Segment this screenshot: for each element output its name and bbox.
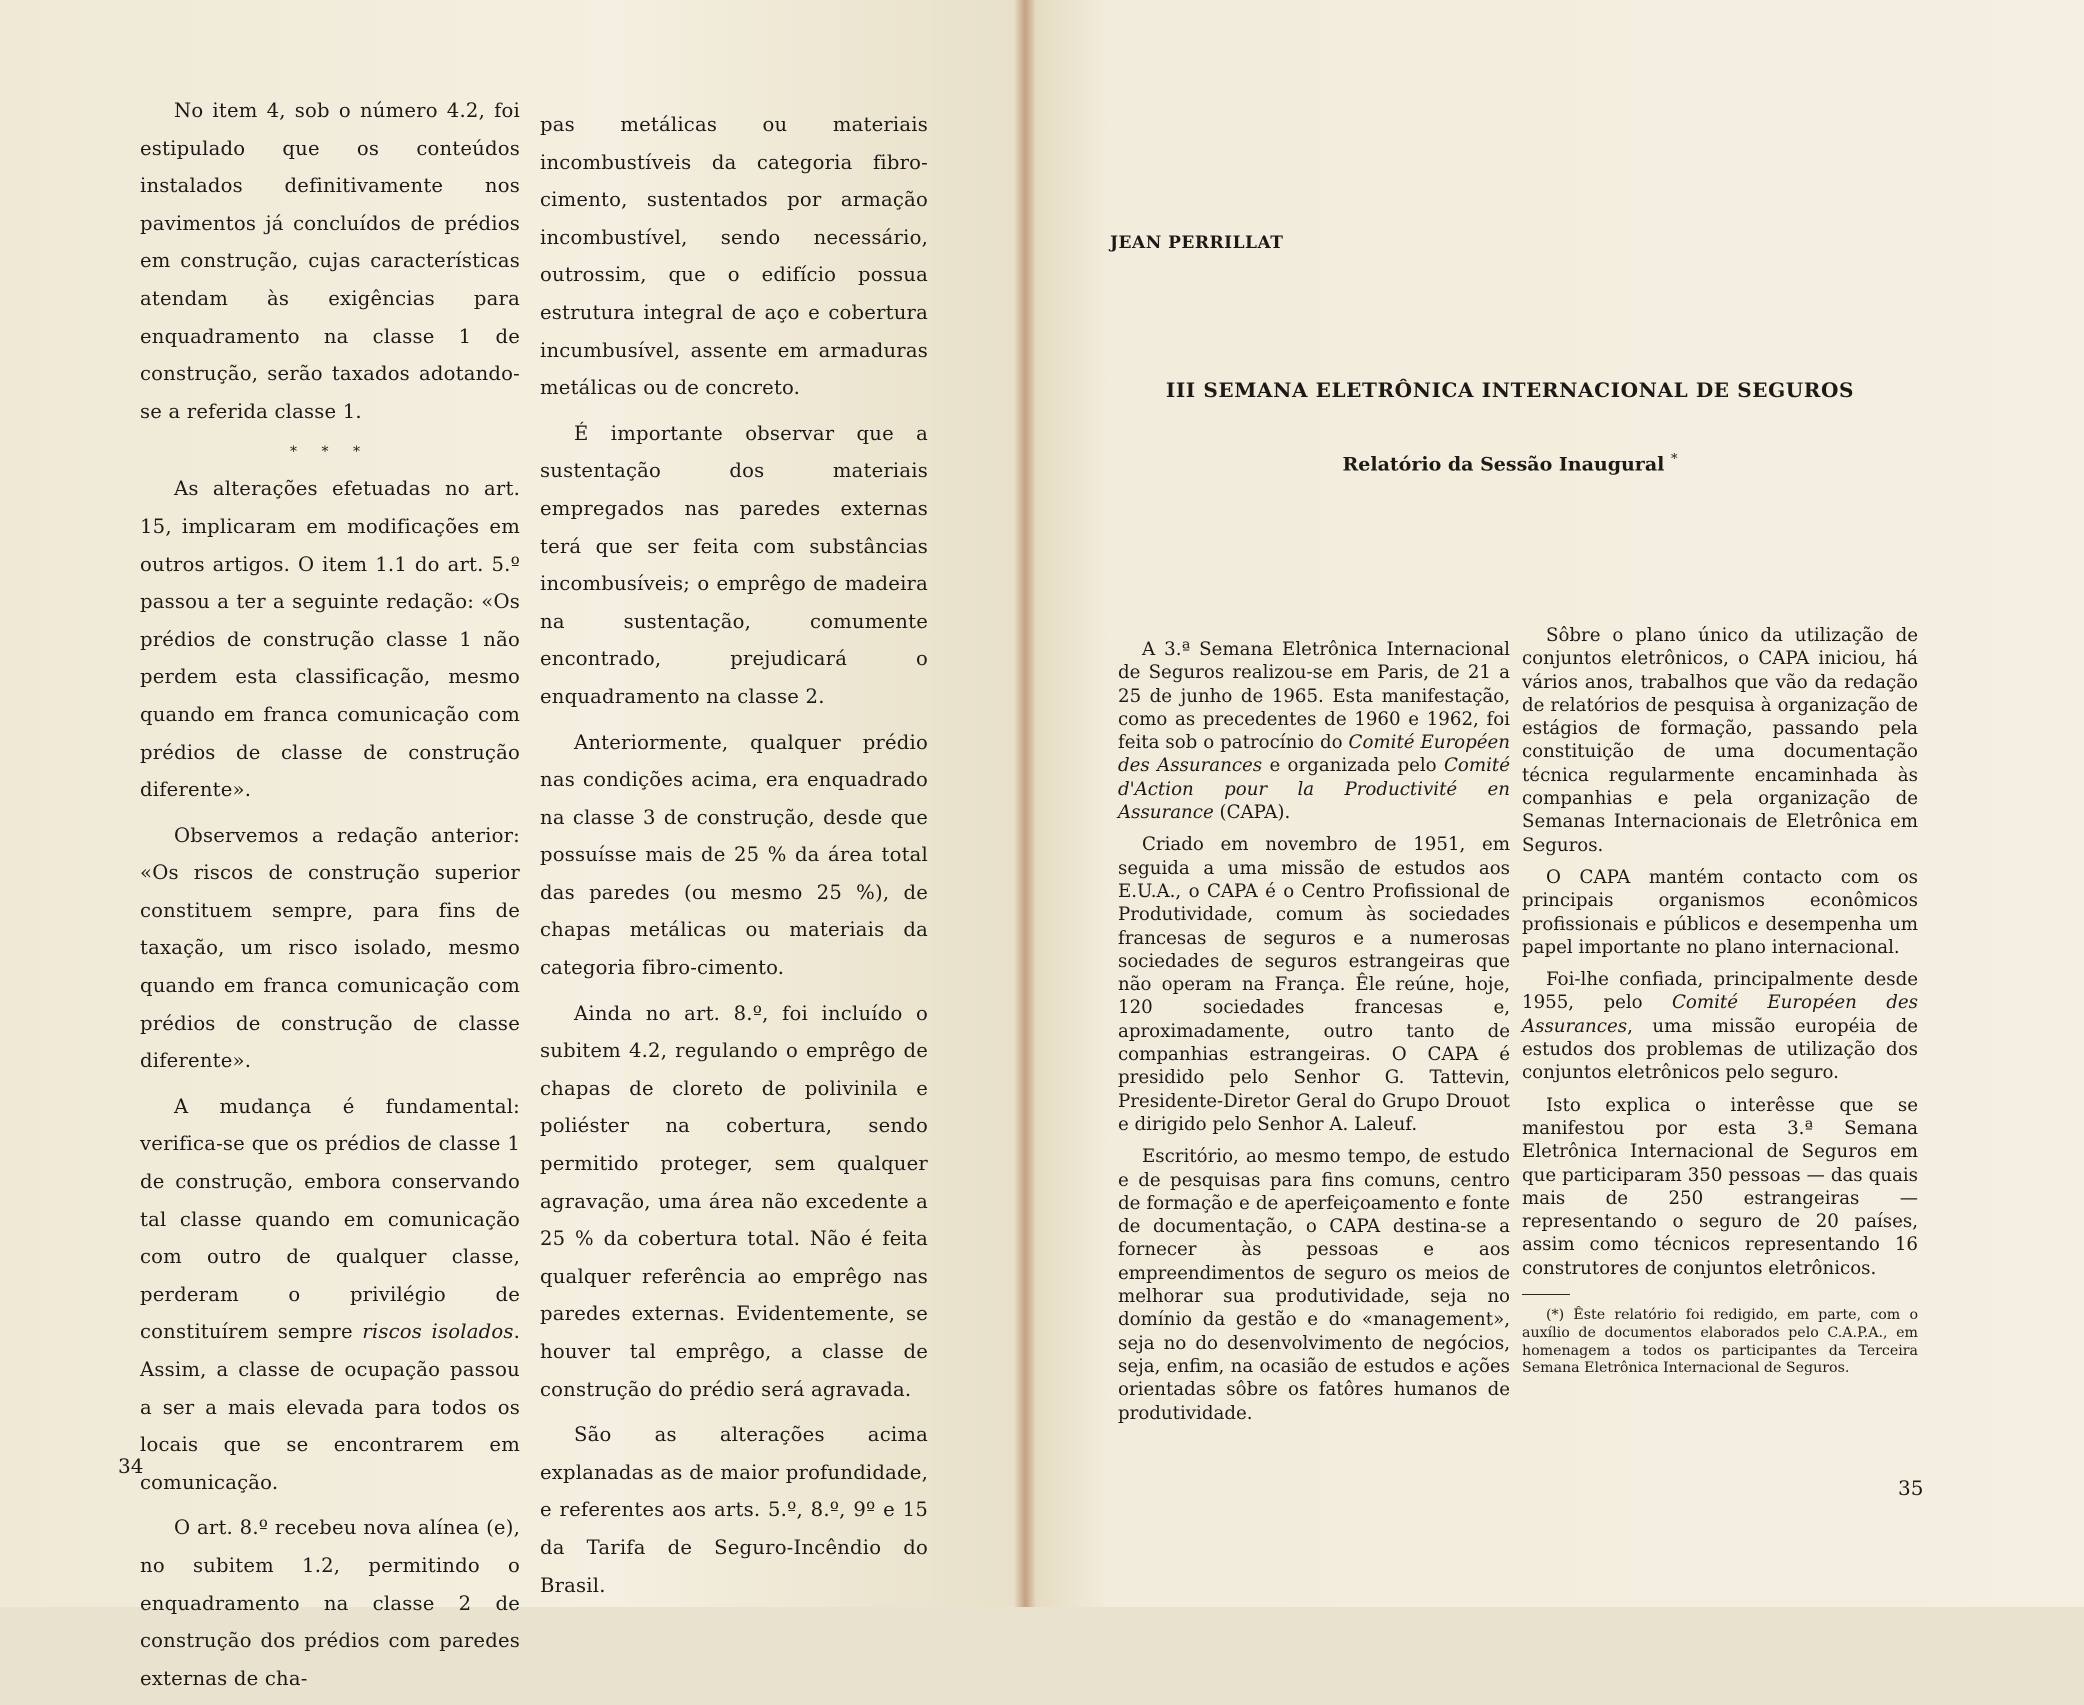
italic-term: riscos isolados (362, 1320, 514, 1344)
section-separator: * * * (290, 444, 370, 461)
text-run: A 3.ª Semana Eletrônica Internacional de Seguros realizou-se em Paris, de 21 a 25 de junho de 1965. Esta manifestação, como as precedentes de 1960 e 1962, foi feita sob o patrocínio do (1118, 639, 1510, 754)
page-number: 34 (118, 1454, 144, 1478)
paragraph: Observemos a redação anterior: «Os riscos de construção superior constituem sempre, para fins de taxação, um risco isolado, mesmo quando em franca comunicação com prédios de construção de classe diferente». (140, 823, 520, 1073)
text-run: (CAPA). (1213, 802, 1291, 824)
subtitle-text: Relatório da Sessão Inaugural (1342, 453, 1665, 476)
paragraph: São as alterações acima explanadas as de maior profundidade, e referentes aos arts. 5.º, 8.º, 9º e 15 da Tarifa de Seguro-Incêndio do Brasil. (540, 1423, 928, 1597)
left-page (0, 0, 1024, 1690)
italic-term: Comité Européen des Assurances (1118, 732, 1510, 777)
paragraph: Ainda no art. 8.º, foi incluído o subitem 4.2, regulando o emprêgo de chapas de cloreto de polivinila e poliéster na cobertura, sendo permitido proteger, sem qualquer agravação, uma área não excedente a 25 % da cobertura total. Não é feita qualquer referência ao emprêgo nas paredes externas. Evidentemente, se houver tal emprêgo, a classe de construção do prédio será agravada. (540, 1001, 928, 1401)
paragraph: É importante observar que a sustentação dos materiais empregados nas paredes externas terá que ser feita com substâncias incombusíveis; o emprêgo de madeira na sustentação, comumente encontrado, prejudicará o enquadramento na classe 2. (540, 421, 928, 708)
text-run: , uma missão européia de estudos dos problemas de utilização dos conjuntos eletrônicos pelo seguro. (1522, 1015, 1918, 1084)
article-author: JEAN PERRILLAT (1110, 233, 1284, 253)
italic-term: Comité Européen des Assurances (1522, 992, 1918, 1037)
left-column-1 (140, 92, 520, 1705)
paragraph: Sôbre o plano único da utilização de conjuntos eletrônicos, o CAPA iniciou, há vários anos, trabalhos que vão da redação de relatórios de pesquisa à organização de estágios de formação, passando pela constituição de uma documentação técnica regularmente encaminhada às companhias e pela organização de Semanas Internacionais de Eletrônica em Seguros. (1522, 625, 1918, 856)
article-title: III SEMANA ELETRÔNICA INTERNACIONAL DE SEGUROS (1165, 378, 1855, 402)
footnote-rule (1522, 1294, 1570, 1295)
footnote: (*) Êste relatório foi redigido, em parte, com o auxílio de documentos elaborados pelo C.A.P.A., em homenagem a todos os participantes da Terceira Semana Eletrônica Internacional de Seguros. (1522, 1307, 1918, 1377)
text-run: e organizada pelo (1262, 755, 1444, 777)
paragraph: Escritório, ao mesmo tempo, de estudo e de pesquisas para fins comuns, centro de formação e de aperfeiçoamento e fonte de documentação, o CAPA destina-se a fornecer às pessoas e aos empreendimentos de seguro os meios de melhorar sua produtividade, seja no domínio da gestão e do «management», seja no do desenvolvimento de negócios, seja, enfim, na ocasião de estudos e ações orientadas sôbre os fatôres humanos de produtividade. (1118, 1146, 1510, 1424)
text-run: A mudança é fundamental: verifica-se que os prédios de classe 1 de construção, embora conservando tal classe quando em comunicação com outro de qualquer classe, perderam o privilégio de constituírem sempre (140, 1094, 520, 1344)
book-gutter (1014, 0, 1036, 1607)
text-run: Foi-lhe confiada, principalmente desde 1955, pelo (1522, 969, 1918, 1014)
left-column-2 (540, 106, 928, 1612)
paragraph: Criado em novembro de 1951, em seguida a uma missão de estudos aos E.U.A., o CAPA é o Centro Profissional de Produtividade, comum às sociedades francesas de seguros e a numerosas sociedades de seguros estrangeiras que não operam na França. Êle reúne, hoje, 120 sociedades francesas e, aproximadamente, outro tanto de companhias estrangeiras. O CAPA é presidido pelo Senhor G. Tattevin, Presidente-Diretor Geral do Grupo Drouot e dirigido pelo Senhor A. Laleuf. (1118, 834, 1510, 1135)
paragraph: Isto explica o interêsse que se manifestou por esta 3.ª Semana Eletrônica Internacional de Seguros em que participaram 350 pessoas — das quais mais de 250 estrangeiras — representando o seguro de 20 países, assim como técnicos representando 16 construtores de conjuntos eletrônicos. (1522, 1094, 1918, 1279)
page-number: 35 (1898, 1476, 1924, 1500)
paragraph (140, 1088, 520, 1502)
footnote-marker: * (1670, 452, 1678, 467)
paragraph: Anteriormente, qualquer prédio nas condições acima, era enquadrado na classe 3 de construção, desde que possuísse mais de 25 % da área total das paredes (ou mesmo 25 %), de chapas metálicas ou materiais da categoria fibro-cimento. (540, 730, 928, 980)
text-run: . Assim, a classe de ocupação passou a ser a mais elevada para todos os locais que se encontrarem em comunicação. (140, 1320, 521, 1494)
paragraph: As alterações efetuadas no art. 15, implicaram em modificações em outros artigos. O item 1.1 do art. 5.º passou a ter a seguinte redação: «Os prédios de construção classe 1 não perdem esta classificação, mesmo quando em franca comunicação com prédios de classe de construção diferente». (140, 477, 520, 802)
right-column-2 (1522, 624, 1918, 1387)
article-subtitle (1310, 452, 1710, 475)
italic-term: Comité d'Action pour la Productivité en Assurance (1118, 755, 1510, 824)
right-column-1 (1118, 638, 1510, 1434)
paragraph: pas metálicas ou materiais incombustíveis da categoria fibro-cimento, sustentados por armação incombustível, sendo necessário, outrossim, que o edifício possua estrutura integral de aço e cobertura incumbusível, assente em armaduras metálicas ou de concreto. (540, 113, 928, 400)
paragraph: No item 4, sob o número 4.2, foi estipulado que os conteúdos instalados definitivamente nos pavimentos já concluídos de prédios em construção, cujas características atendam às exigências para enquadramento na classe 1 de construção, serão taxados adotando-se a referida classe 1. (140, 99, 520, 423)
paragraph: O CAPA mantém contacto com os principais organismos econômicos profissionais e públicos e desempenha um papel importante no plano internacional. (1522, 866, 1918, 958)
paragraph: O art. 8.º recebeu nova alínea (e), no subitem 1.2, permitindo o enquadramento na classe 2 de construção dos prédios com paredes externas de cha- (140, 1516, 520, 1690)
paragraph (1522, 968, 1918, 1084)
paragraph (1118, 638, 1510, 824)
